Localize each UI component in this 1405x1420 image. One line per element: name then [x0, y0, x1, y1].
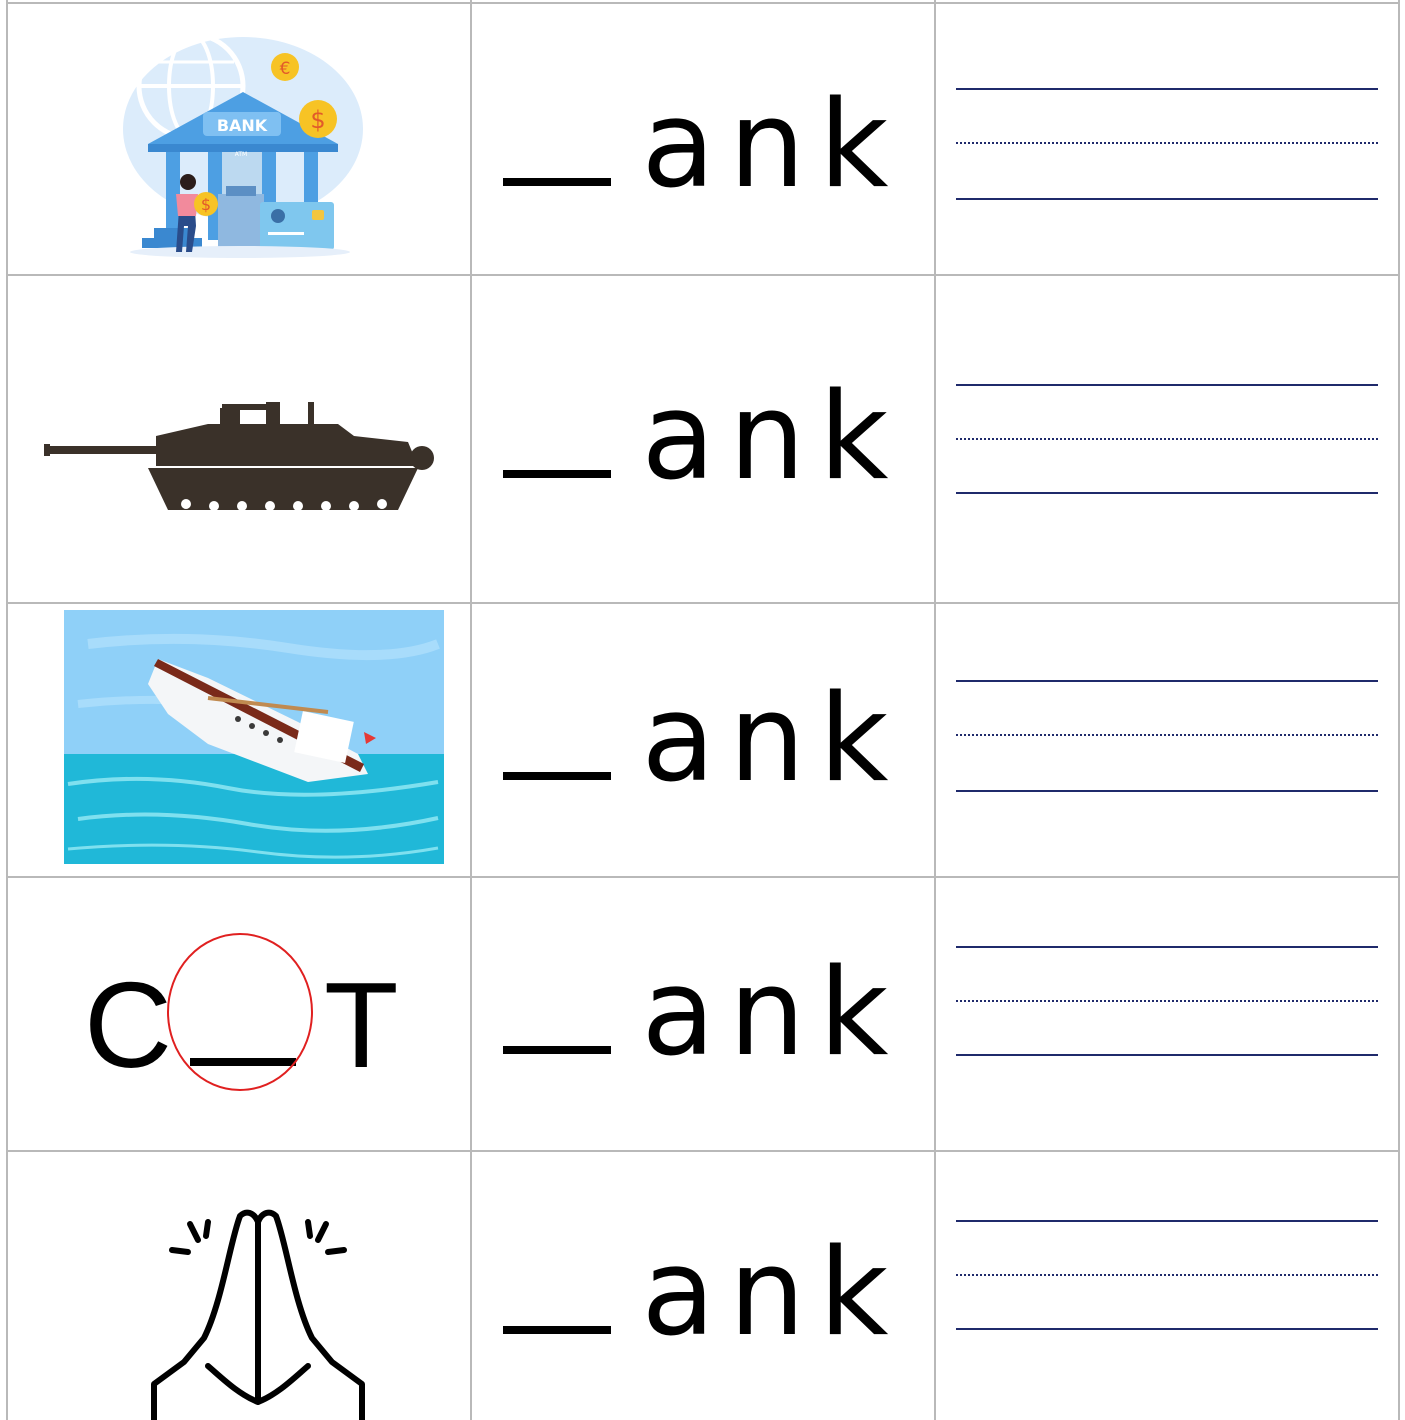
euro-symbol: € — [279, 59, 291, 79]
picture-cell-bank — [8, 4, 470, 274]
atm-label: ATM — [234, 151, 248, 158]
base-line — [956, 492, 1378, 494]
writing-cell[interactable] — [936, 4, 1398, 274]
mid-line — [956, 438, 1378, 440]
letter-blank[interactable] — [503, 772, 611, 780]
writing-cell[interactable] — [936, 276, 1398, 602]
top-line — [956, 88, 1378, 90]
letter-blank[interactable] — [503, 178, 611, 186]
picture-cell-tank — [8, 276, 470, 602]
word-ending: ank — [641, 944, 903, 1083]
writing-cell[interactable] — [936, 604, 1398, 876]
sinking-ship-icon — [8, 604, 470, 876]
praying-hands-icon — [8, 1152, 470, 1420]
dollar-symbol: $ — [310, 106, 326, 134]
picture-cell-cut — [8, 878, 470, 1150]
picture-cell-sink — [8, 604, 470, 876]
word-ending: ank — [641, 670, 903, 809]
dollar-symbol: $ — [200, 195, 212, 214]
cut-letter-t: T — [324, 957, 399, 1093]
cut-letter-c: C — [84, 957, 173, 1093]
mid-line — [956, 1000, 1378, 1002]
word-ending: ank — [641, 368, 903, 507]
mid-line — [956, 1274, 1378, 1276]
writing-cell[interactable] — [936, 1152, 1398, 1420]
tank-icon — [8, 276, 470, 602]
top-line — [956, 946, 1378, 948]
word-cell — [472, 4, 934, 274]
word — [472, 368, 934, 507]
base-line — [956, 1328, 1378, 1330]
word-cell — [472, 878, 934, 1150]
base-line — [956, 790, 1378, 792]
picture-cell-thank — [8, 1152, 470, 1420]
red-circle-icon — [8, 878, 470, 1150]
word — [472, 670, 934, 809]
base-line — [956, 198, 1378, 200]
bank-sign: BANK — [216, 116, 268, 135]
mid-line — [956, 734, 1378, 736]
word — [472, 1224, 934, 1363]
base-line — [956, 1054, 1378, 1056]
word-cell — [472, 604, 934, 876]
grid-line — [1398, 0, 1400, 1420]
top-line — [956, 680, 1378, 682]
word — [472, 76, 934, 215]
letter-blank[interactable] — [503, 1046, 611, 1054]
word-cell — [472, 276, 934, 602]
letter-blank[interactable] — [503, 470, 611, 478]
mid-line — [956, 142, 1378, 144]
top-line — [956, 384, 1378, 386]
letter-blank[interactable] — [503, 1326, 611, 1334]
top-line — [956, 1220, 1378, 1222]
word — [472, 944, 934, 1083]
writing-cell[interactable] — [936, 878, 1398, 1150]
word-ending: ank — [641, 76, 903, 215]
word-ending: ank — [641, 1224, 903, 1363]
bank-icon — [8, 4, 470, 274]
word-cell — [472, 1152, 934, 1420]
